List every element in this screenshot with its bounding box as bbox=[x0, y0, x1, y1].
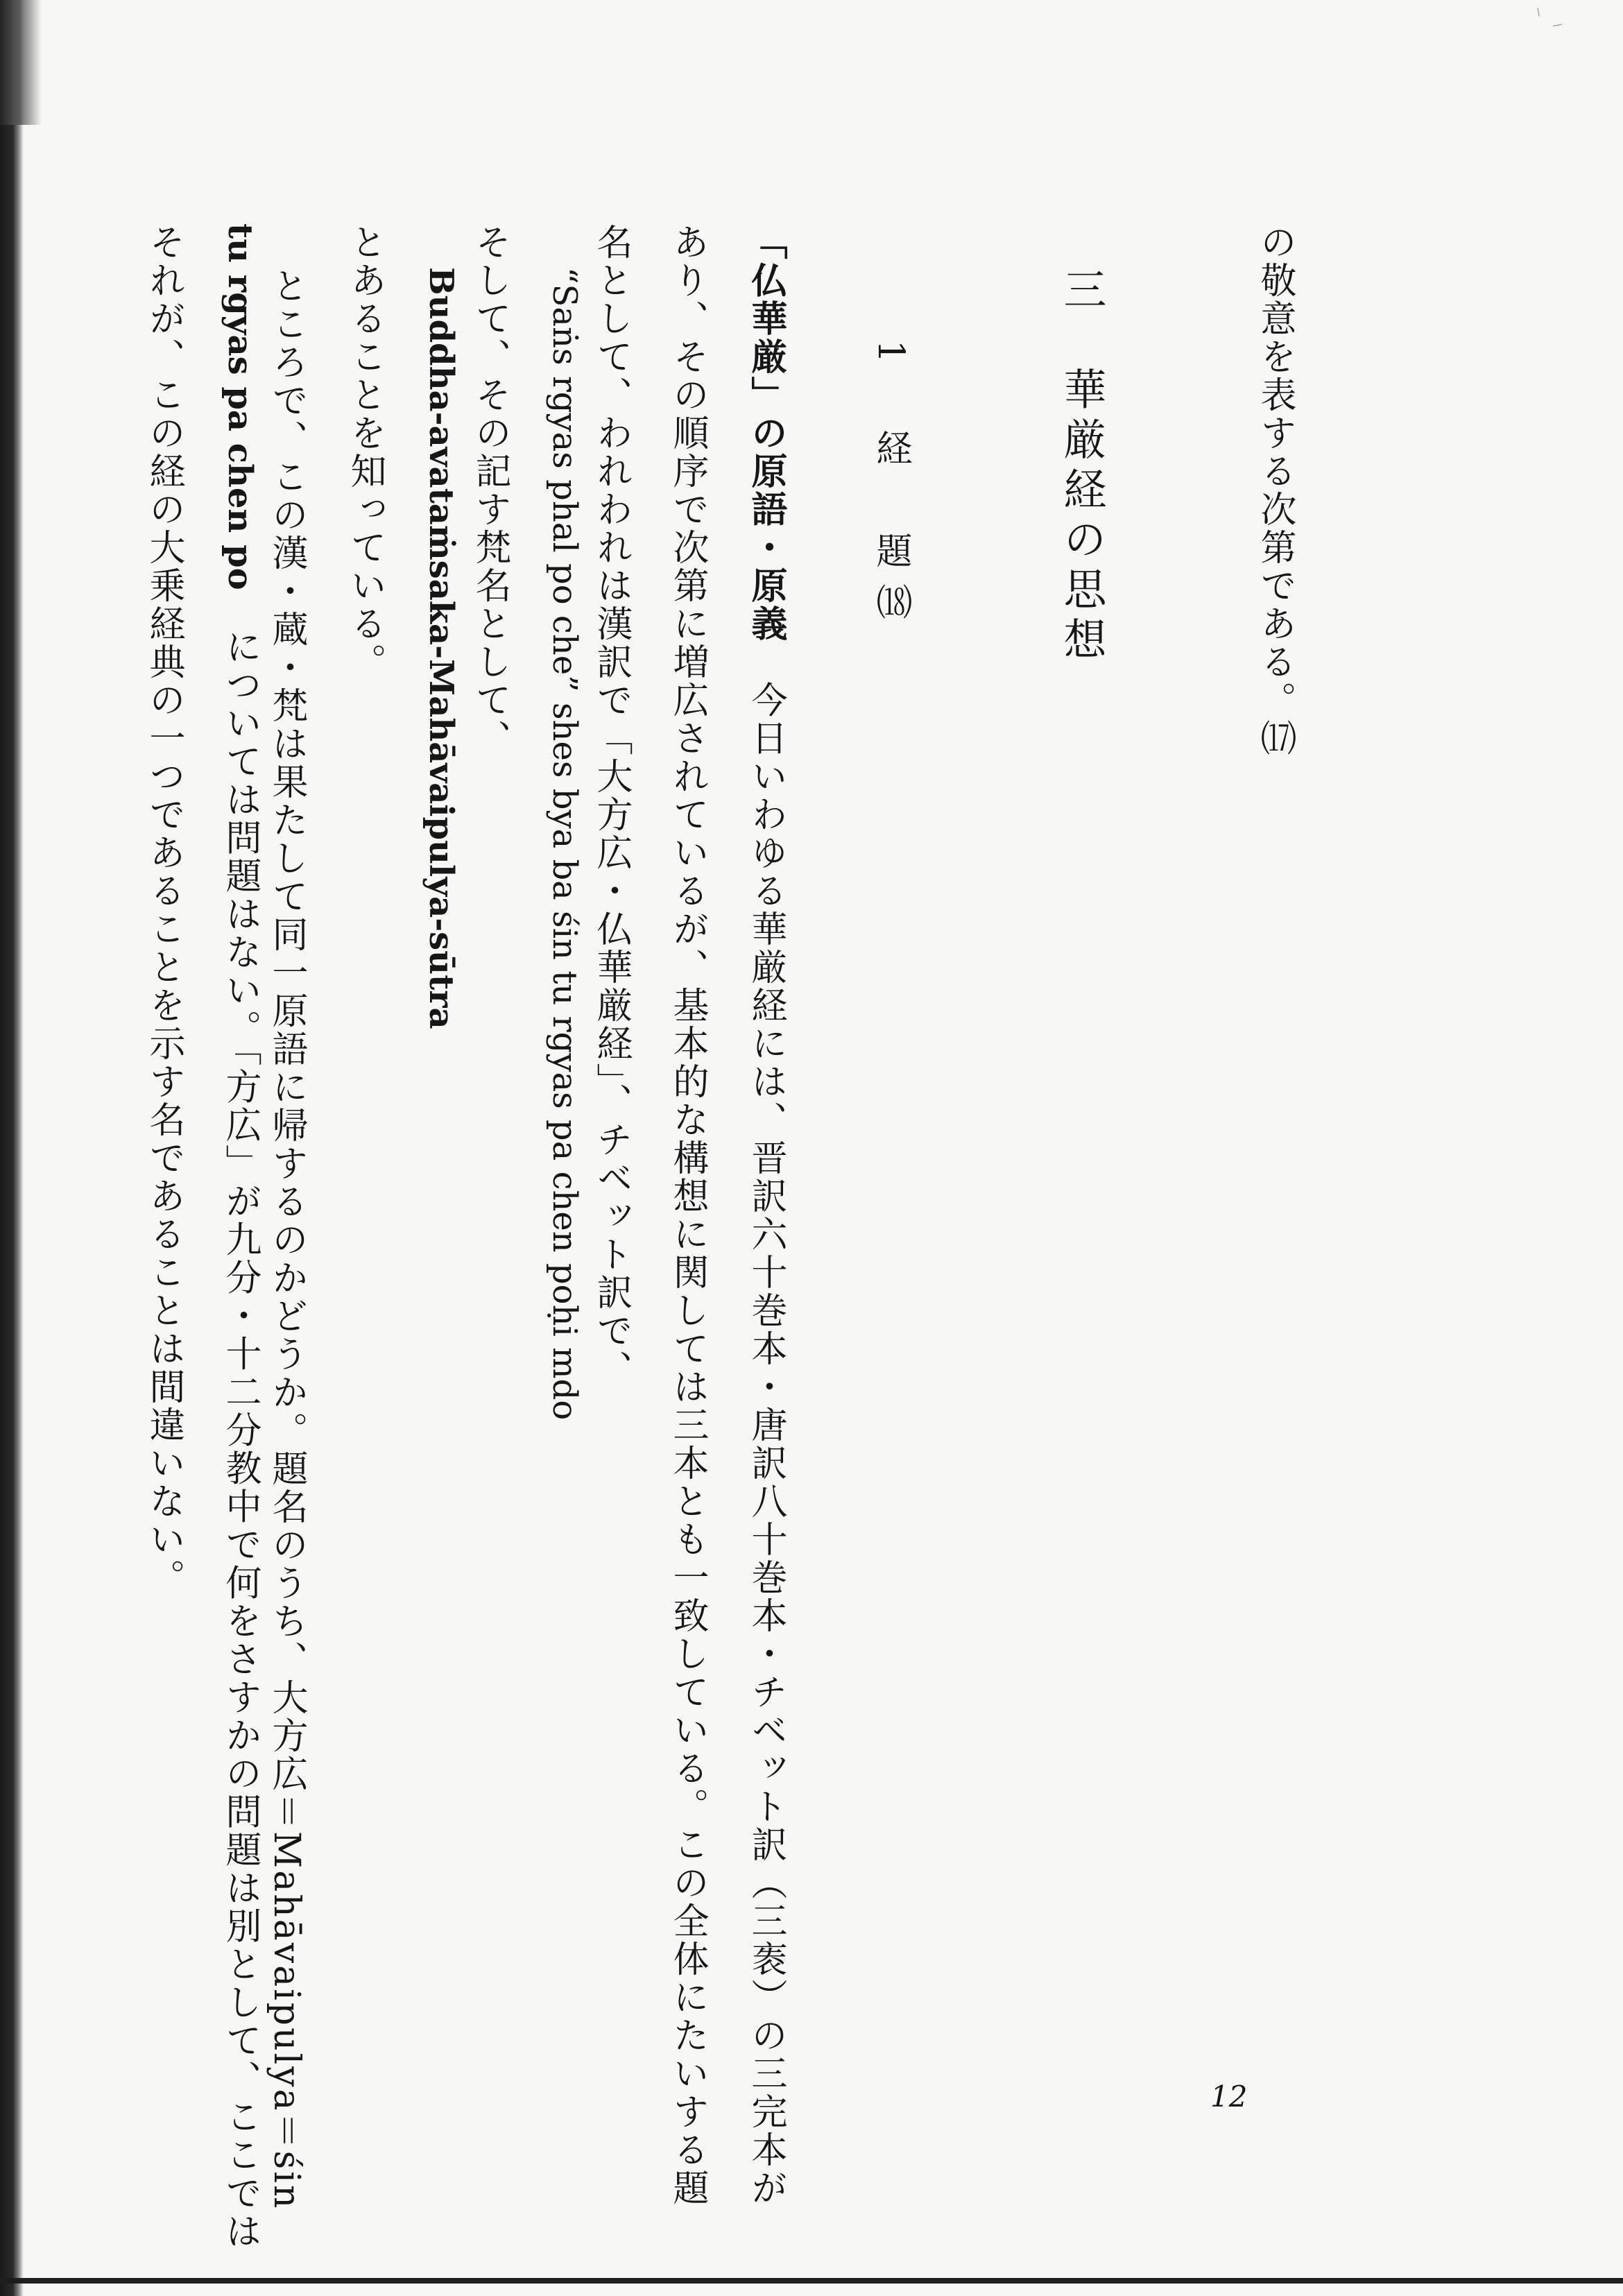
tibetan-title-line: “Saṅs rgyas phal po che” shes bya ba śin tu rgyas pa chen poḥi mdo bbox=[545, 267, 584, 1421]
tibetan-term: tu rgyas pa chen po bbox=[221, 223, 259, 590]
section-heading: 三 華厳経の思想 bbox=[1056, 267, 1107, 667]
subsection-heading: 1 経 題⒅ bbox=[870, 340, 911, 635]
scan-corner-marks: ⸌ ⸍ bbox=[1526, 4, 1568, 42]
bottom-rule bbox=[0, 2278, 1623, 2284]
paragraph-heading: 「仏華厳」の原語・原義 bbox=[745, 223, 787, 643]
text-line-11: ところで、この漢・蔵・梵は果たして同一原語に帰するのかどうか。題名のうち、大方広＝Mahāvaipulya＝śin bbox=[266, 267, 307, 2211]
text-line-1: の敬意を表する次第である。⒄ bbox=[1254, 223, 1296, 757]
text-line-12-body: については問題はない。「方広」が九分・十二分教中で何をさすかの問題は別として、ここでは bbox=[219, 590, 261, 2251]
page-number: 12 bbox=[1210, 2080, 1248, 2114]
sanskrit-title-line: Buddha-avataṁsaka-Mahāvaipulya-sūtra bbox=[422, 267, 461, 1029]
text-line-10: とあることを知っている。 bbox=[344, 223, 386, 681]
text-line-13: それが、この経の大乗経典の一つであることを示す名であることは間違いない。 bbox=[143, 223, 184, 1597]
text-line-4 bbox=[745, 223, 787, 2207]
text-line-4-body: 今日いわゆる華厳経には、晋訳六十巻本・唐訳八十巻本・チベット訳（三袠）の三完本が bbox=[745, 681, 787, 2207]
scan-edge-shadow-top bbox=[0, 0, 42, 125]
text-line-5: あり、その順序で次第に増広されているが、基本的な構想に関しては三本とも一致している。この全体にたいする題 bbox=[667, 223, 708, 2207]
text-line-8: そして、その記す梵名として、 bbox=[469, 223, 510, 757]
text-line-12 bbox=[219, 223, 261, 2251]
scan-edge-shadow bbox=[0, 0, 24, 2296]
text-line-6: 名として、われわれは漢訳で「大方広・仏華厳経」、チベット訳で、 bbox=[590, 223, 632, 1388]
